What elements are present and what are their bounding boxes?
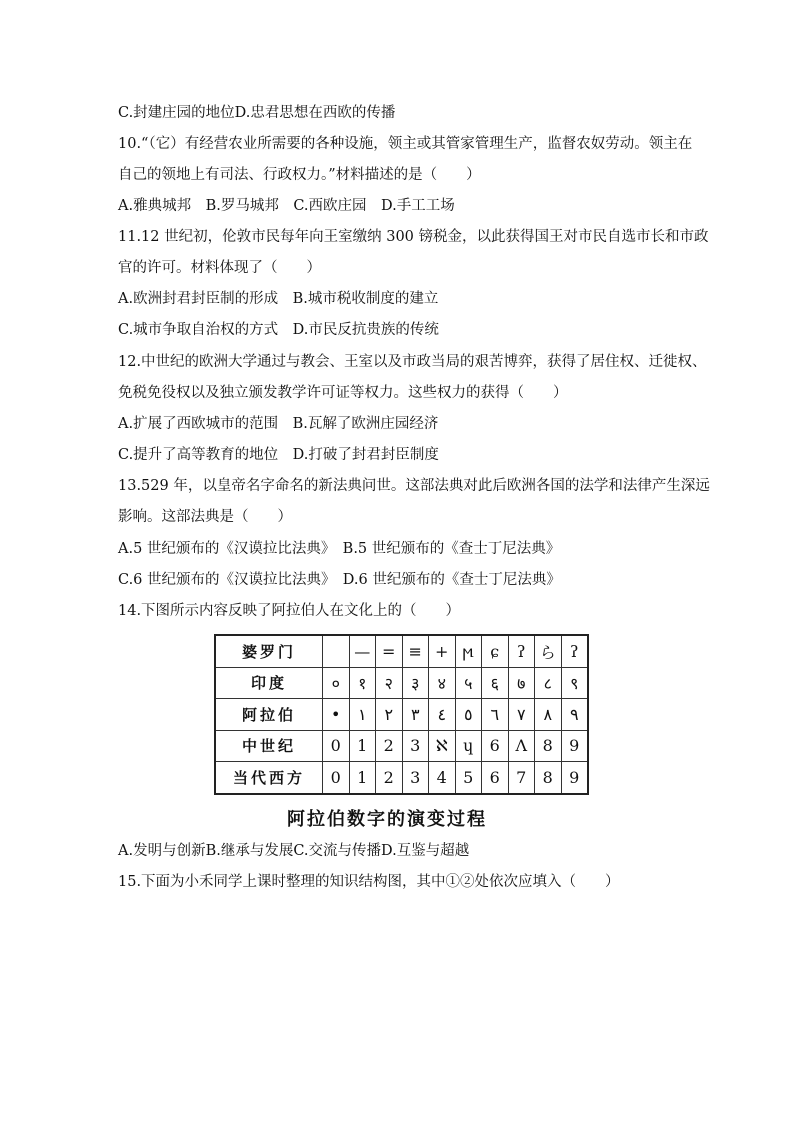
numeral-cell: ٦	[482, 699, 509, 731]
numeral-cell: 4	[429, 762, 456, 794]
numeral-cell: ८	[535, 667, 562, 699]
question-15-stem: 15.下面为小禾同学上课时整理的知识结构图，其中①②处依次应填入（ ）	[118, 874, 620, 890]
numeral-cell: Λ	[508, 730, 535, 762]
numeral-cell: ϻ	[455, 635, 482, 667]
row-label: 印度	[215, 667, 323, 699]
numeral-cell: 1	[349, 730, 376, 762]
numeral-cell: ٤	[429, 699, 456, 731]
numeral-cell: ١	[349, 699, 376, 731]
table-caption: 阿拉伯数字的演变过程	[287, 809, 487, 830]
numeral-cell: ≡	[402, 635, 429, 667]
numeral-cell: 0	[323, 762, 350, 794]
row-label: 当代西方	[215, 762, 323, 794]
table-row	[215, 635, 588, 667]
table-row	[215, 762, 588, 794]
question-13-stem: 13.529 年，以皇帝名字命名的新法典问世。这部法典对此后欧洲各国的法学和法律产生深远	[118, 478, 710, 494]
row-label: 婆罗门	[215, 635, 323, 667]
numeral-cell: ٧	[508, 699, 535, 731]
text-line: 自己的领地上有司法、行政权力。”材料描述的是（ ）	[118, 167, 481, 183]
numeral-cell: =	[376, 635, 403, 667]
numeral-cell: ४	[429, 667, 456, 699]
question-10-stem: 10.“（它）有经营农业所需要的各种设施，领主或其管家管理生产，监督农奴劳动。领主在	[118, 136, 693, 152]
numeral-evolution-table	[214, 634, 589, 795]
question-12-option-cd: C.提升了高等教育的地位 D.打破了封君封臣制度	[118, 447, 439, 463]
numeral-cell: 6	[482, 730, 509, 762]
numeral-cell: ९	[561, 667, 588, 699]
text-line: C.封建庄园的地位D.忠君思想在西欧的传播	[118, 105, 396, 121]
question-11-stem: 11.12 世纪初，伦敦市民每年向王室缴纳 300 镑税金，以此获得国王对市民自选市长和市政	[118, 229, 709, 245]
question-13-option-cd: C.6 世纪颁布的《汉谟拉比法典》 D.6 世纪颁布的《查士丁尼法典》	[118, 572, 561, 588]
numeral-cell: ६	[482, 667, 509, 699]
table-row	[215, 667, 588, 699]
numeral-cell: 2	[376, 762, 403, 794]
numeral-cell: 8	[535, 730, 562, 762]
numeral-cell: 3	[402, 762, 429, 794]
numeral-cell: 9	[561, 762, 588, 794]
numeral-cell: ʔ	[508, 635, 535, 667]
text-line: 影响。这部法典是（ ）	[118, 509, 292, 525]
numeral-cell: २	[376, 667, 403, 699]
question-11-option-cd: C.城市争取自治权的方式 D.市民反抗贵族的传统	[118, 322, 439, 338]
numeral-cell: 8	[535, 762, 562, 794]
numeral-cell: •	[323, 699, 350, 731]
text-line: 官的许可。材料体现了（ ）	[118, 260, 321, 276]
numeral-cell: 3	[402, 730, 429, 762]
question-14-options: A.发明与创新B.继承与发展C.交流与传播D.互鉴与超越	[118, 843, 470, 859]
numeral-cell: ५	[455, 667, 482, 699]
numeral-cell: ٥	[455, 699, 482, 731]
numeral-cell: ら	[535, 635, 562, 667]
question-11-option-ab: A.欧洲封君封臣制的形成 B.城市税收制度的建立	[118, 291, 439, 307]
table-row	[215, 730, 588, 762]
numeral-cell: ٩	[561, 699, 588, 731]
numeral-cell: ३	[402, 667, 429, 699]
numeral-cell	[323, 635, 350, 667]
row-label: 阿拉伯	[215, 699, 323, 731]
numeral-cell: १	[349, 667, 376, 699]
numeral-cell: ٣	[402, 699, 429, 731]
table-row	[215, 699, 588, 731]
numeral-cell: 0	[323, 730, 350, 762]
question-12-option-ab: A.扩展了西欧城市的范围 B.瓦解了欧洲庄园经济	[118, 416, 439, 432]
numeral-cell: ٨	[535, 699, 562, 731]
question-14-stem: 14.下图所示内容反映了阿拉伯人在文化上的（ ）	[118, 603, 461, 619]
numeral-cell: +	[429, 635, 456, 667]
numeral-cell: ɥ	[455, 730, 482, 762]
numeral-cell: ७	[508, 667, 535, 699]
row-label: 中世纪	[215, 730, 323, 762]
numeral-cell: ℵ	[429, 730, 456, 762]
numeral-cell: 9	[561, 730, 588, 762]
numeral-cell: —	[349, 635, 376, 667]
numeral-cell: 2	[376, 730, 403, 762]
numeral-cell: ٢	[376, 699, 403, 731]
question-12-stem: 12.中世纪的欧洲大学通过与教会、王室以及市政当局的艰苦博弈，获得了居住权、迁徙权、	[118, 354, 707, 370]
question-10-options: A.雅典城邦 B.罗马城邦 C.西欧庄园 D.手工工场	[118, 198, 455, 214]
numeral-cell: 1	[349, 762, 376, 794]
numeral-cell: 5	[455, 762, 482, 794]
numeral-cell: ɕ	[482, 635, 509, 667]
numeral-cell: ʔ	[561, 635, 588, 667]
numeral-cell: 7	[508, 762, 535, 794]
numeral-cell: ०	[323, 667, 350, 699]
numeral-cell: 6	[482, 762, 509, 794]
text-line: 免税免役权以及独立颁发教学许可证等权力。这些权力的获得（ ）	[118, 385, 568, 401]
question-13-option-ab: A.5 世纪颁布的《汉谟拉比法典》 B.5 世纪颁布的《查士丁尼法典》	[118, 541, 561, 557]
